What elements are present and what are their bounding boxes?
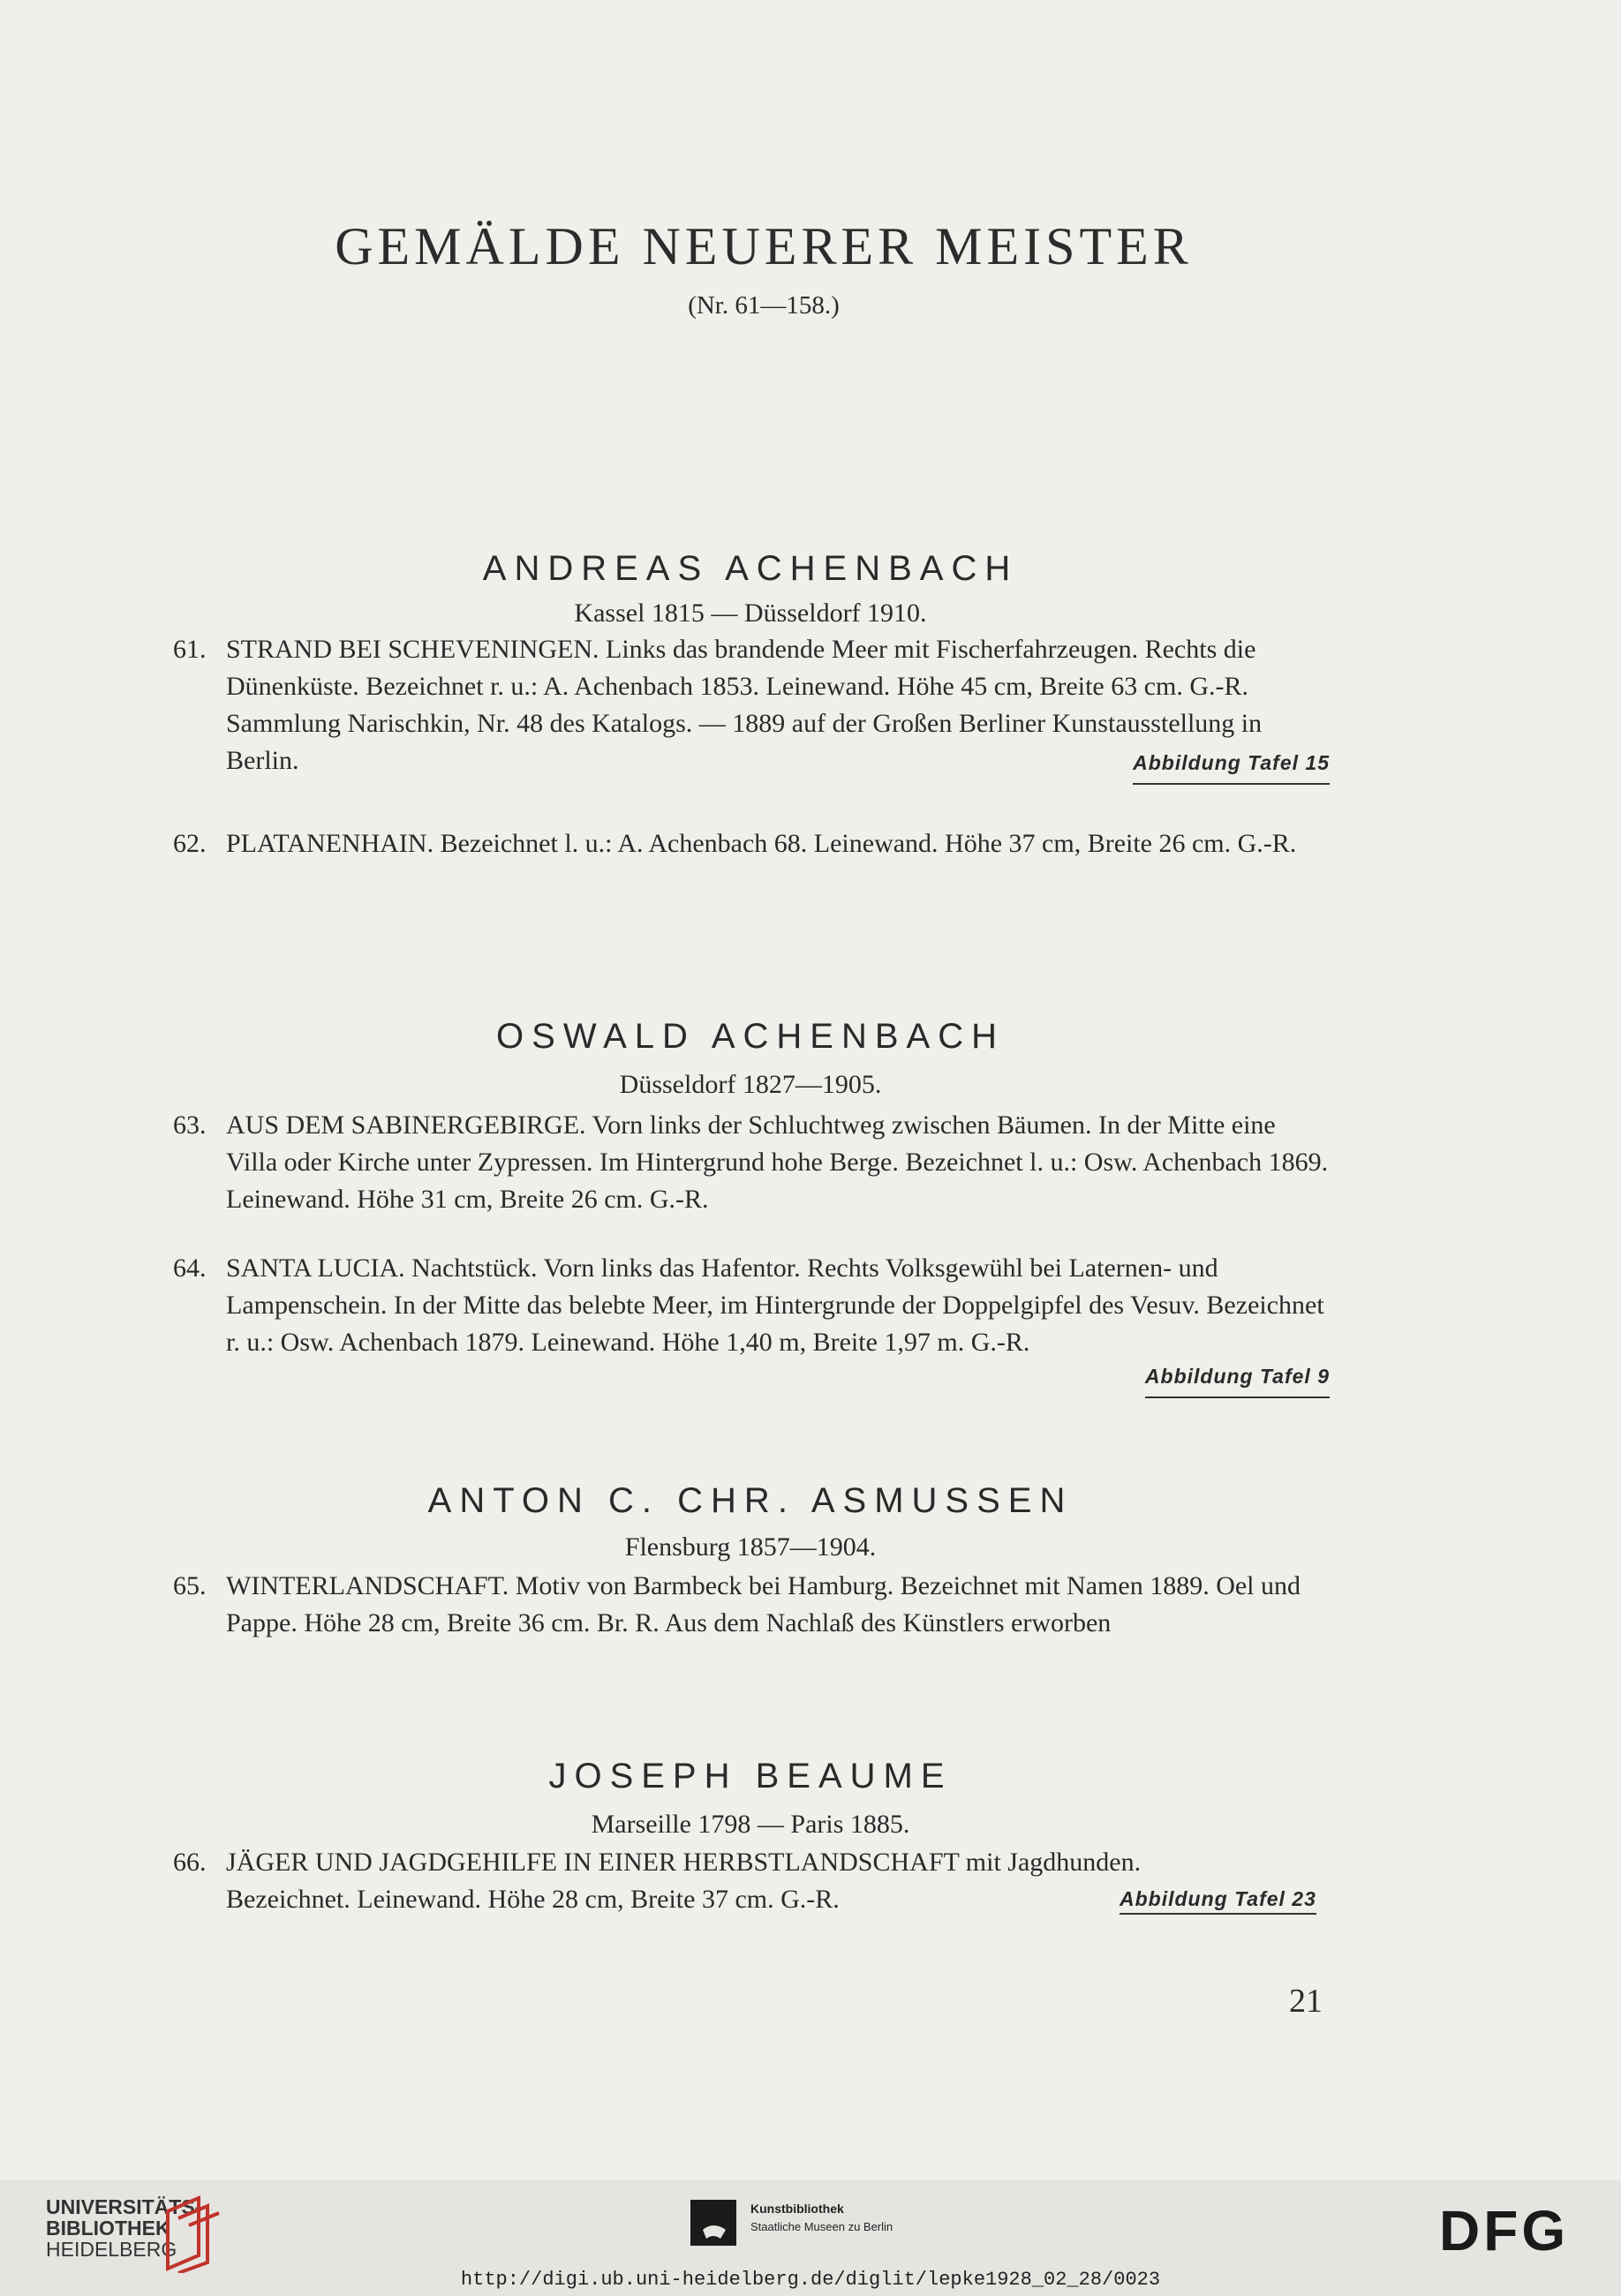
artist-heading: ANDREAS ACHENBACH bbox=[482, 549, 1019, 588]
entry-number: 63. bbox=[173, 1110, 207, 1140]
library-line-2: BIBLIOTHEK bbox=[46, 2217, 170, 2240]
entry-text: JÄGER UND JAGDGEHILFE IN EINER HERBSTLANDSCHAFT mit Jagdhunden. Bezeichnet. Leinewand. Höhe 28 cm, Breite 37 cm. G.-R. bbox=[226, 1848, 1142, 1914]
entry-number: 62. bbox=[173, 829, 207, 858]
entry-text: PLATANENHAIN. Bezeichnet l. u.: A. Achenbach 68. Leinewand. Höhe 37 cm, Breite 26 cm. G.-R. bbox=[226, 829, 1297, 858]
kb-line-2: Staatliche Museen zu Berlin bbox=[750, 2220, 893, 2233]
page-number: 21 bbox=[1289, 1983, 1323, 2020]
entry-number: 64. bbox=[173, 1253, 207, 1283]
catalog-entry bbox=[173, 825, 1330, 862]
page-title: GEMÄLDE NEUERER MEISTER bbox=[335, 217, 1193, 275]
kb-line-1: Kunstbibliothek bbox=[750, 2202, 844, 2216]
dfg-logo[interactable]: DFG bbox=[1439, 2199, 1570, 2262]
entry-number: 66. bbox=[173, 1848, 207, 1877]
entry-number: 65. bbox=[173, 1571, 207, 1600]
catalog-entry bbox=[173, 1844, 1224, 1918]
artist-life-dates: Flensburg 1857—1904. bbox=[624, 1532, 877, 1562]
entry-text: WINTERLANDSCHAFT. Motiv von Barmbeck bei Hamburg. Bezeichnet mit Namen 1889. Oel und Pappe. Höhe 28 cm, Breite 36 cm. Br. R. Aus dem Nachlaß des Künstlers erworben bbox=[226, 1571, 1301, 1637]
catalog-range: (Nr. 61—158.) bbox=[688, 291, 840, 320]
catalog-entry bbox=[173, 631, 1330, 779]
kunstbibliothek-emblem-icon bbox=[690, 2200, 743, 2251]
entry-text: AUS DEM SABINERGEBIRGE. Vorn links der Schluchtweg zwischen Bäumen. In der Mitte eine Villa oder Kirche unter Zypressen. Im Hintergrund hohe Berge. Bezeichnet l. u.: Osw. Achenbach 1869. Leinewand. Höhe 31 cm, Breite 26 cm. G.-R. bbox=[226, 1110, 1329, 1214]
artist-heading: OSWALD ACHENBACH bbox=[496, 1017, 1005, 1056]
plate-reference: Abbildung Tafel 9 bbox=[1145, 1358, 1330, 1398]
entry-number: 61. bbox=[173, 635, 207, 664]
catalog-entry bbox=[173, 1107, 1330, 1218]
university-library-emblem-icon bbox=[159, 2194, 230, 2273]
library-line-3: HEIDELBERG bbox=[46, 2238, 177, 2261]
kunstbibliothek-text[interactable] bbox=[750, 2200, 893, 2236]
artist-life-dates: Kassel 1815 — Düsseldorf 1910. bbox=[574, 598, 927, 628]
plate-reference: Abbildung Tafel 15 bbox=[1133, 744, 1330, 785]
artist-life-dates: Marseille 1798 — Paris 1885. bbox=[591, 1810, 910, 1839]
entry-text: SANTA LUCIA. Nachtstück. Vorn links das Hafentor. Rechts Volksgewühl bei Laternen- und Lampenschein. In der Mitte das belebte Meer, im Hintergrunde der Doppelgipfel des Vesuv. Bezeichnet r. u.: Osw. Achenbach 1879. Leinewand. Höhe 1,40 m, Breite 1,97 m. G.-R. bbox=[226, 1253, 1324, 1357]
catalog-entry bbox=[173, 1568, 1330, 1642]
permalink-url[interactable]: http://digi.ub.uni-heidelberg.de/diglit/lepke1928_02_28/0023 bbox=[460, 2269, 1161, 2291]
entry-text: STRAND BEI SCHEVENINGEN. Links das brandende Meer mit Fischerfahrzeugen. Rechts die Dünenküste. Bezeichnet r. u.: A. Achenbach 1853. Leinewand. Höhe 45 cm, Breite 63 cm. G.-R. Sammlung Narischkin, Nr. 48 des Katalogs. — 1889 auf der Großen Berliner Kunstausstellung in Berlin. bbox=[226, 635, 1263, 775]
artist-heading: JOSEPH BEAUME bbox=[548, 1757, 953, 1795]
catalog-entry bbox=[173, 1250, 1330, 1388]
library-line-1: UNIVERSITÄTS- bbox=[46, 2195, 202, 2218]
artist-life-dates: Düsseldorf 1827—1905. bbox=[619, 1070, 882, 1099]
artist-heading: ANTON C. CHR. ASMUSSEN bbox=[427, 1481, 1074, 1520]
plate-reference: Abbildung Tafel 23 bbox=[1120, 1887, 1316, 1915]
